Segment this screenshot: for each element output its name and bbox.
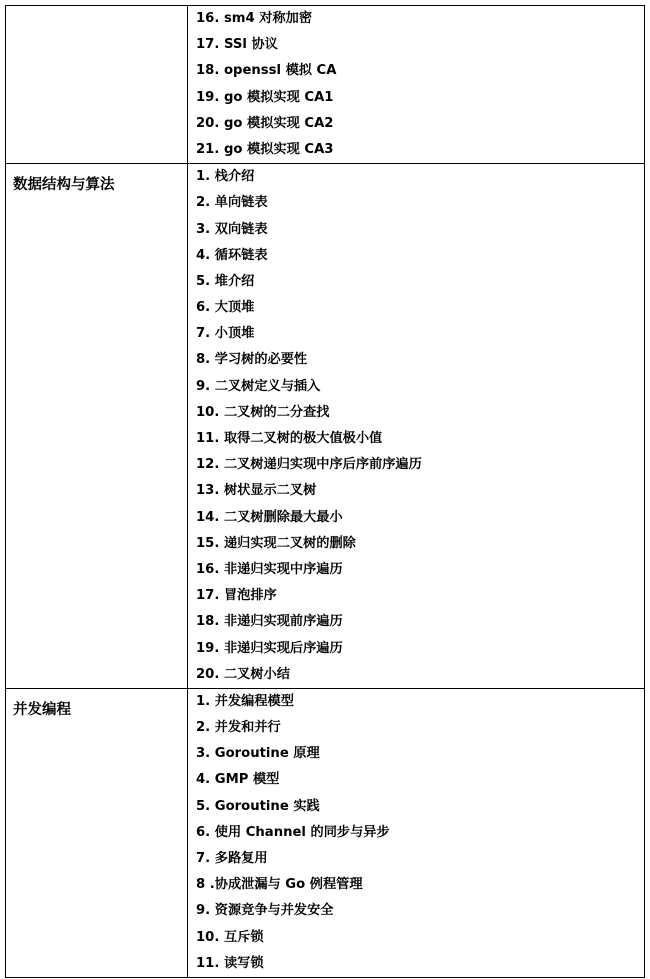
topic-list [196, 689, 644, 977]
items-cell [188, 688, 645, 977]
topic-item: 6. 大顶堆 [196, 300, 255, 316]
topic-item: 15. 递归实现二叉树的删除 [196, 535, 356, 551]
topic-item: 7. 多路复用 [196, 851, 268, 866]
topic-item: 6. 使用 Channel 的同步与异步 [196, 824, 390, 840]
category-cell [6, 6, 188, 164]
topic-item: 1. 栈介绍 [196, 169, 255, 185]
topic-item: 8. 学习树的必要性 [196, 352, 308, 368]
topic-item: 20. 二叉树小结 [196, 666, 290, 682]
topic-item: 14. 二叉树删除最大最小 [196, 509, 343, 525]
course-outline-table [5, 5, 645, 978]
topic-item: 21. go 模拟实现 CA3 [196, 141, 334, 157]
section-row [6, 6, 645, 164]
topic-item: 16. sm4 对称加密 [196, 11, 313, 26]
topic-item: 13. 树状显示二叉树 [196, 483, 317, 499]
items-cell [188, 164, 645, 689]
topic-item: 10. 互斥锁 [196, 929, 264, 945]
topic-item: 19. go 模拟实现 CA1 [196, 89, 334, 105]
topic-item: 18. 非递归实现前序遍历 [196, 614, 343, 630]
section-row [6, 688, 645, 977]
topic-item: 11. 读写锁 [196, 955, 264, 971]
topic-item: 10. 二叉树的二分查找 [196, 404, 330, 420]
category-cell [6, 164, 188, 689]
category-cell [6, 688, 188, 977]
topic-list [196, 164, 644, 688]
category-label: 数据结构与算法 [13, 177, 115, 194]
topic-item: 7. 小顶堆 [196, 326, 255, 342]
topic-item: 4. 循环链表 [196, 247, 268, 263]
topic-item: 20. go 模拟实现 CA2 [196, 115, 334, 131]
topic-list [196, 6, 644, 163]
topic-item: 2. 并发和并行 [196, 720, 281, 736]
topic-item: 18. openssl 模拟 CA [196, 63, 337, 79]
topic-item: 5. Goroutine 实践 [196, 798, 320, 814]
topic-item: 17. SSl 协议 [196, 37, 278, 53]
topic-item: 8 .协成泄漏与 Go 例程管理 [196, 877, 363, 893]
topic-item: 12. 二叉树递归实现中序后序前序遍历 [196, 457, 422, 473]
topic-item: 9. 资源竞争与并发安全 [196, 903, 334, 919]
topic-item: 5. 堆介绍 [196, 273, 255, 289]
section-row [6, 164, 645, 689]
topic-item: 9. 二叉树定义与插入 [196, 378, 321, 394]
topic-item: 11. 取得二叉树的极大值极小值 [196, 431, 383, 446]
topic-item: 17. 冒泡排序 [196, 588, 277, 604]
topic-item: 2. 单向链表 [196, 195, 268, 211]
topic-item: 4. GMP 模型 [196, 772, 280, 788]
topic-item: 3. Goroutine 原理 [196, 746, 320, 762]
topic-item: 19. 非递归实现后序遍历 [196, 640, 343, 656]
category-label [13, 6, 187, 14]
topic-item: 16. 非递归实现中序遍历 [196, 561, 343, 577]
category-label: 并发编程 [13, 701, 71, 718]
topic-item: 1. 并发编程模型 [196, 693, 294, 709]
topic-item: 3. 双向链表 [196, 221, 268, 237]
items-cell [188, 6, 645, 164]
